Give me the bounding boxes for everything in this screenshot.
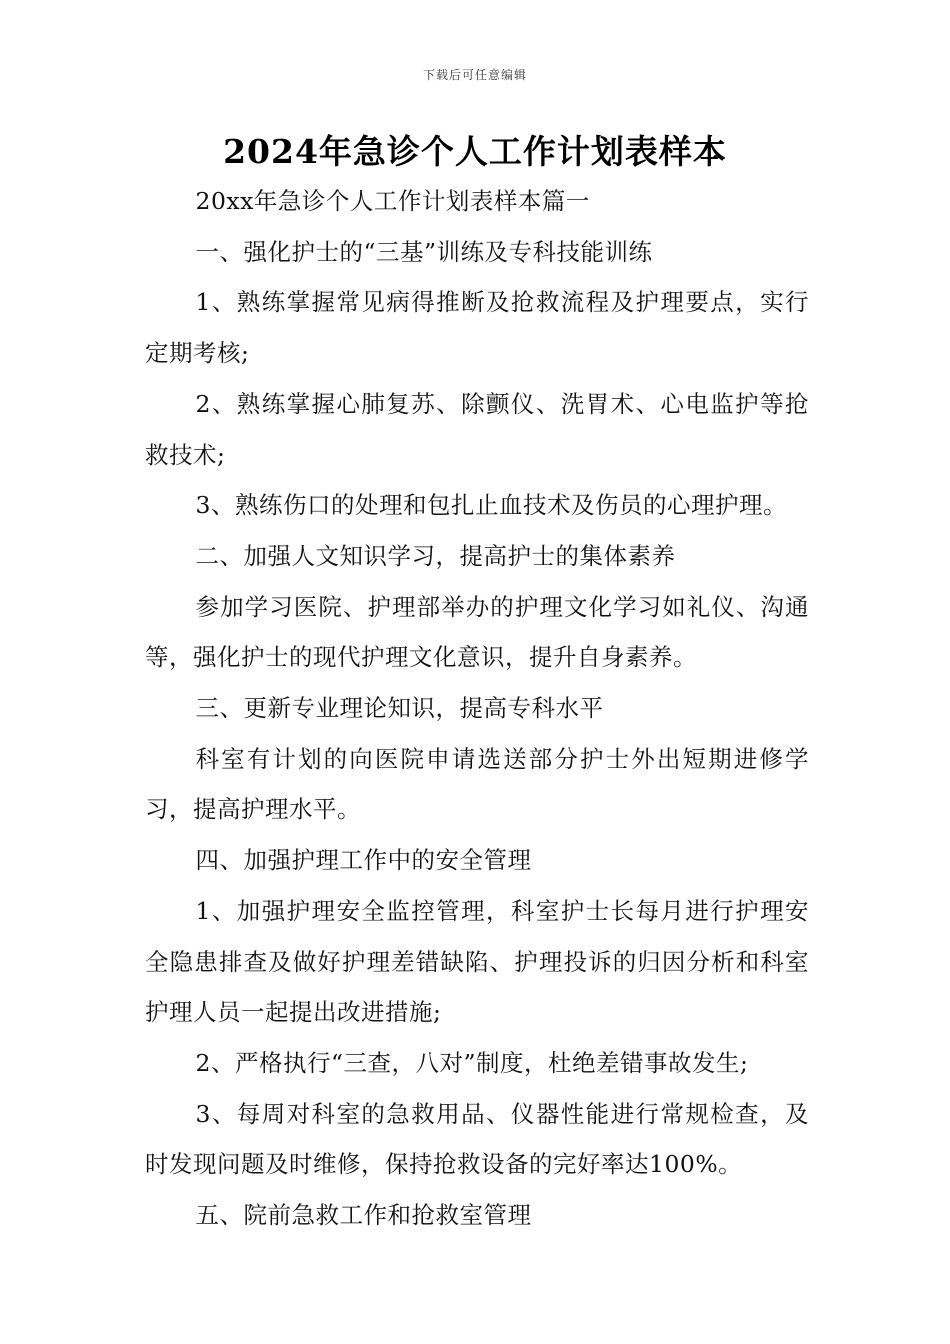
document-body — [145, 176, 809, 1241]
document-title: 2024年急诊个人工作计划表样本 — [223, 132, 727, 171]
paragraph: 科室有计划的向医院申请选送部分护士外出短期进修学习，提高护理水平。 — [145, 744, 809, 824]
paragraph: 参加学习医院、护理部举办的护理文化学习如礼仪、沟通等，强化护士的现代护理文化意识，提升自身素养。 — [145, 592, 809, 672]
paragraph: 2、熟练掌握心肺复苏、除颤仪、洗胃术、心电监护等抢救技术; — [145, 389, 809, 469]
paragraph: 3、熟练伤口的处理和包扎止血技术及伤员的心理护理。 — [195, 491, 787, 520]
section-heading-2: 二、加强人文知识学习，提高护士的集体素养 — [195, 541, 676, 570]
section-heading-5: 五、院前急救工作和抢救室管理 — [195, 1201, 532, 1230]
paragraph: 1、熟练掌握常见病得推断及抢救流程及护理要点，实行定期考核; — [145, 288, 809, 368]
paragraph: 2、严格执行“三查，八对”制度，杜绝差错事故发生; — [195, 1048, 749, 1077]
section-heading-4: 四、加强护理工作中的安全管理 — [195, 846, 532, 875]
section-heading-1: 一、强化护士的“三基”训练及专科技能训练 — [195, 237, 653, 266]
section-heading-3: 三、更新专业理论知识，提高专科水平 — [195, 694, 604, 723]
paragraph-subtitle: 20xx年急诊个人工作计划表样本篇一 — [195, 187, 590, 215]
paragraph: 1、加强护理安全监控管理，科室护士长每月进行护理安全隐患排查及做好护理差错缺陷、护理投诉的归因分析和科室护理人员一起提出改进措施; — [145, 896, 809, 1027]
paragraph: 3、每周对科室的急救用品、仪器性能进行常规检查，及时发现问题及时维修，保持抢救设备的完好率达100%。 — [145, 1099, 809, 1179]
header-note: 下载后可任意编辑 — [422, 68, 527, 82]
